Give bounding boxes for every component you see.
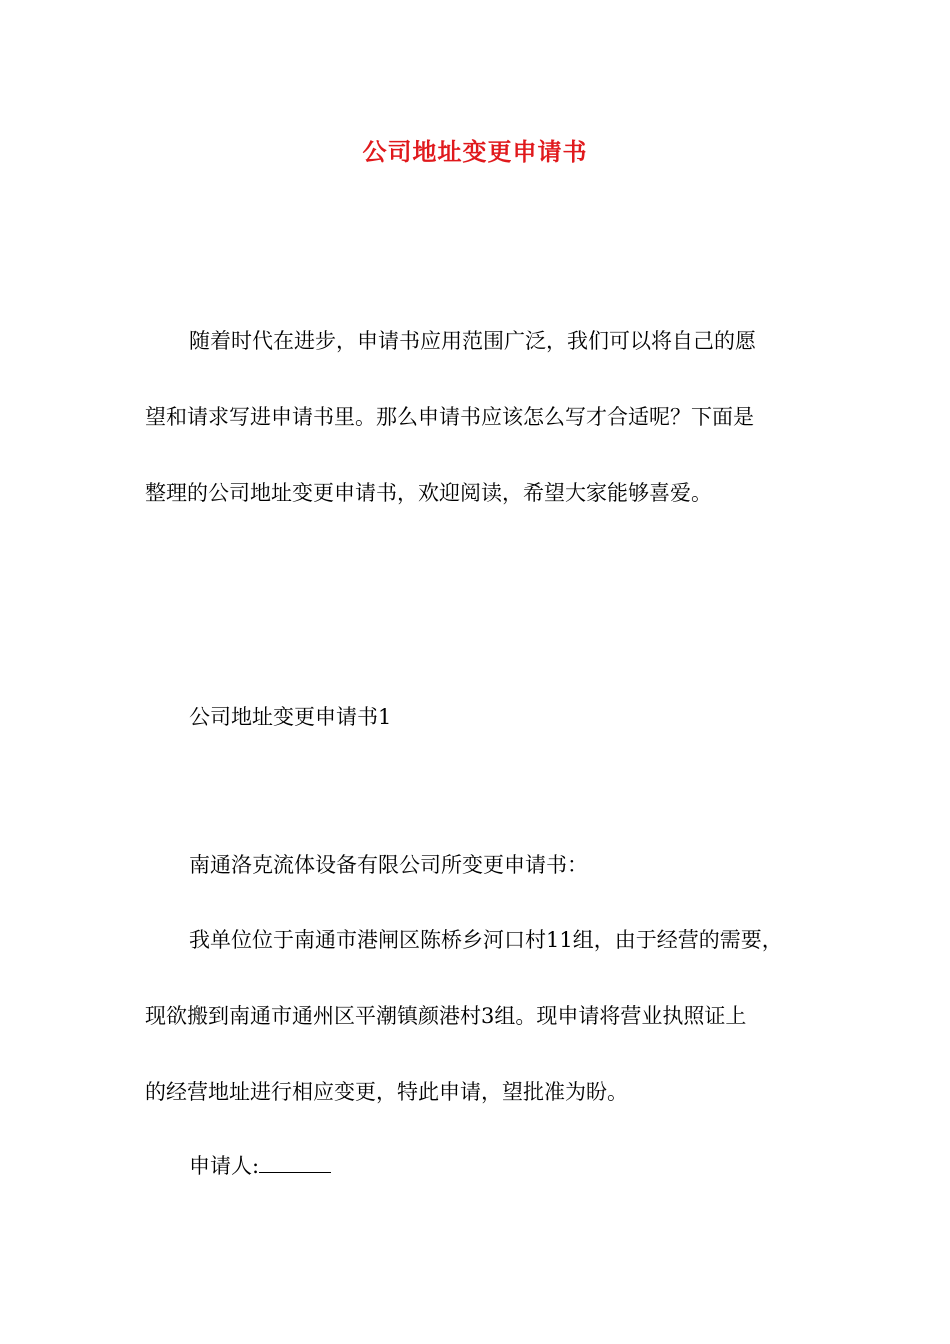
- applicant-signature-blank: [259, 1150, 331, 1173]
- letter-body-line-1: 我单位位于南通市港闸区陈桥乡河口村11组，由于经营的需要，: [189, 928, 783, 952]
- letter-addressee: 南通洛克流体设备有限公司所变更申请书：: [189, 853, 588, 877]
- intro-line-1: 随着时代在进步，申请书应用范围广泛，我们可以将自己的愿: [189, 329, 756, 353]
- letter-body-line-2: 现欲搬到南通市通州区平潮镇颜港村3组。现申请将营业执照证上: [145, 1004, 747, 1028]
- applicant-label: 申请人:: [189, 1154, 260, 1178]
- document-title: 公司地址变更申请书: [362, 137, 588, 166]
- intro-line-3: 整理的公司地址变更申请书，欢迎阅读，希望大家能够喜爱。: [145, 481, 712, 505]
- section-heading: 公司地址变更申请书1: [189, 705, 392, 729]
- applicant-row: [189, 1146, 331, 1186]
- letter-body-line-3: 的经营地址进行相应变更，特此申请，望批准为盼。: [145, 1080, 628, 1104]
- intro-line-2: 望和请求写进申请书里。那么申请书应该怎么写才合适呢？下面是: [145, 405, 754, 429]
